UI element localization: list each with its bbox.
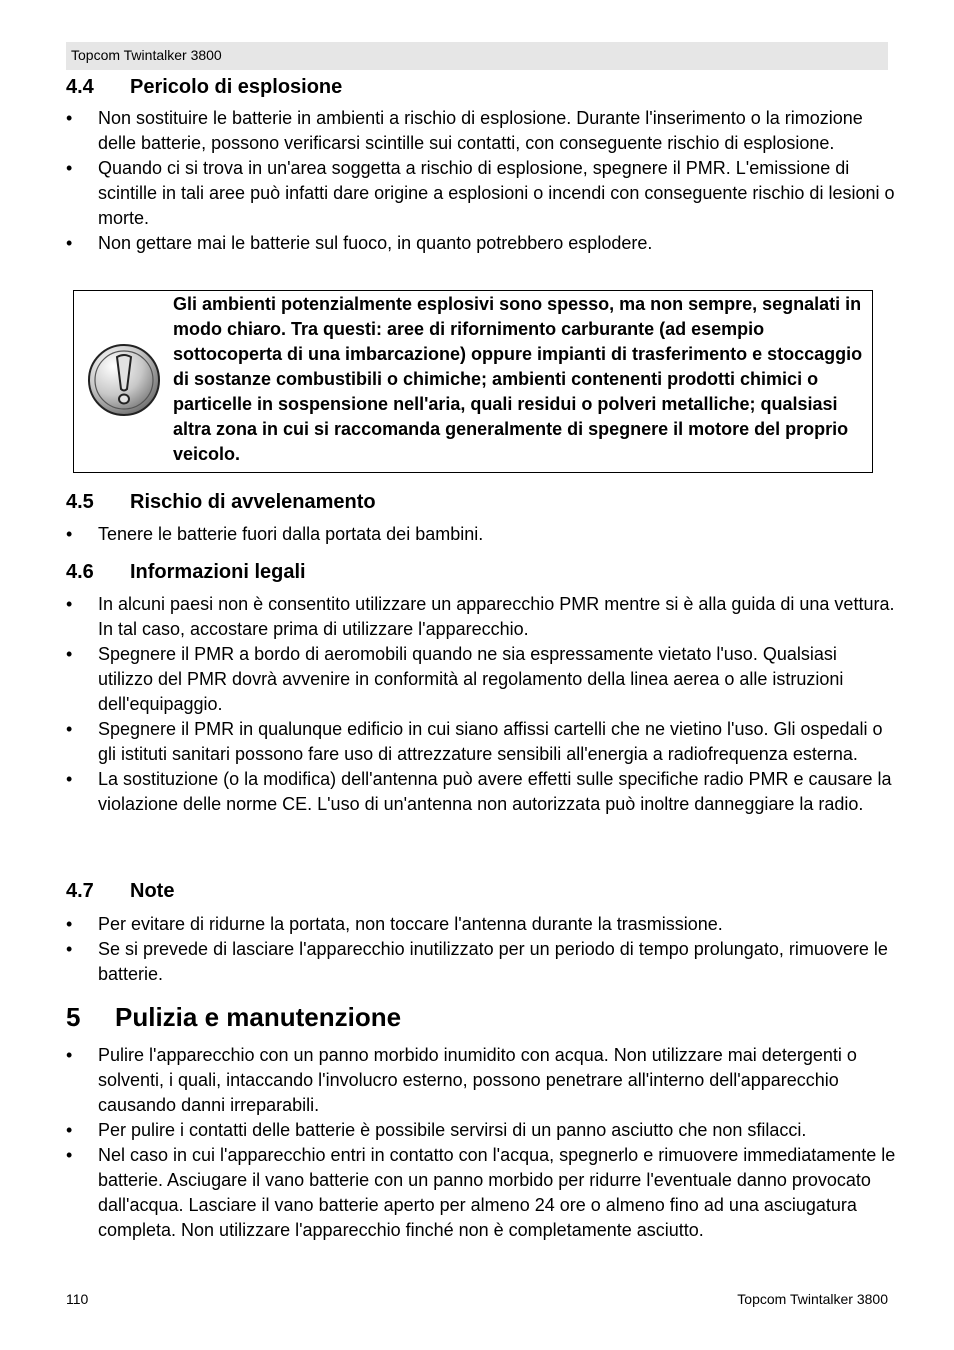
section-number: 4.6	[66, 561, 94, 583]
list-item: • Spegnere il PMR a bordo di aeromobili quando ne sia espressamente vietato l'uso. Qualsiasi utilizzo del PMR dovrà avvenire in conformità al regolamento della linea aerea o alle istruzioni dell'equipaggio.	[66, 644, 844, 714]
bullet-marker: •	[66, 233, 73, 253]
header-title: Topcom Twintalker 3800	[71, 47, 222, 63]
list-item: • Per pulire i contatti delle batterie è possibile servirsi di un panno asciutto che non sfilacci.	[66, 1118, 896, 1143]
section-title: Note	[130, 880, 175, 902]
section-title: Informazioni legali	[130, 561, 306, 583]
chapter-number: 5	[66, 1002, 81, 1032]
list-item: • Se si prevede di lasciare l'apparecchio inutilizzato per un periodo di tempo prolungato, rimuovere le batterie.	[66, 939, 888, 984]
bullet-marker: •	[66, 524, 73, 544]
bullet-marker: •	[66, 1120, 73, 1140]
bullet-marker: •	[66, 1145, 73, 1165]
list-item: • Non sostituire le batterie in ambienti a rischio di esplosione. Durante l'inserimento o la rimozione delle batterie, possono verificarsi scintille sui contatti, con conseguente rischio di esplosione.	[66, 108, 863, 153]
page-number: 110	[66, 1291, 89, 1307]
footer-title: Topcom Twintalker 3800	[737, 1291, 888, 1307]
bullet-marker: •	[66, 939, 73, 959]
bullet-marker: •	[66, 914, 73, 934]
bullet-list-4-7	[66, 912, 896, 987]
bullet-marker: •	[66, 594, 73, 614]
list-item: • Non gettare mai le batterie sul fuoco, in quanto potrebbero esplodere.	[66, 231, 896, 256]
bullet-marker: •	[66, 769, 73, 789]
bullet-list-4-4	[66, 106, 896, 256]
bullet-list-5	[66, 1043, 896, 1243]
section-heading-4-6	[66, 561, 306, 584]
section-heading-4-5	[66, 491, 376, 514]
list-item: • In alcuni paesi non è consentito utilizzare un apparecchio PMR mentre si è alla guida di una vettura. In tal caso, accostare prima di utilizzare l'apparecchio.	[66, 594, 895, 639]
section-number: 4.7	[66, 880, 94, 902]
warning-text: Gli ambienti potenzialmente esplosivi sono spesso, ma non sempre, segnalati in modo chiaro. Tra questi: aree di rifornimento carburante (ad esempio sottocoperta di una imbarcazione) oppure impianti di trasferimento e stoccaggio di sostanze combustibili o chimiche; ambienti contenenti prodotti chimici o particelle in sospensione nell'aria, quali residui o polveri metalliche; qualsiasi altra zona in cui si raccomanda generalmente di spegnere il motore del proprio veicolo.	[173, 294, 863, 464]
list-item: • Spegnere il PMR in qualunque edificio in cui siano affissi cartelli che ne vietino l'uso. Gli ospedali o gli istituti sanitari possono fare uso di attrezzature sensibili all'energia a radiofrequenza esterna.	[66, 719, 883, 764]
bullet-marker: •	[66, 644, 73, 664]
bullet-marker: •	[66, 158, 73, 178]
list-item: • Quando ci si trova in un'area soggetta a rischio di esplosione, spegnere il PMR. L'emissione di scintille in tali aree può infatti dare origine a esplosioni o incendi con conseguente rischio di lesioni o morte.	[66, 158, 895, 228]
bullet-marker: •	[66, 1045, 73, 1065]
section-heading-4-4	[66, 76, 342, 99]
list-item: • Nel caso in cui l'apparecchio entri in contatto con l'acqua, spegnerlo e rimuovere immediatamente le batterie. Asciugare il vano batterie con un panno morbido per ridurre l'eventuale danno provocato dall'acqua. Lasciare il vano batterie aperto per almeno 24 ore o almeno fino ad una asciugatura completa. Non utilizzare l'apparecchio finché non è completamente asciutto.	[66, 1145, 896, 1240]
exclamation-icon	[87, 343, 161, 417]
section-title: Rischio di avvelenamento	[130, 491, 376, 513]
list-item: • Pulire l'apparecchio con un panno morbido inumidito con acqua. Non utilizzare mai detergenti o solventi, i quali, intaccando l'involucro esterno, possono penetrare all'interno dell'apparecchio causando danni irreparabili.	[66, 1045, 857, 1115]
list-item: • La sostituzione (o la modifica) dell'antenna può avere effetti sulle specifiche radio PMR e causare la violazione delle norme CE. L'uso di un'antenna non autorizzata può inoltre danneggiare la radio.	[66, 769, 892, 814]
bullet-marker: •	[66, 719, 73, 739]
section-number: 4.4	[66, 76, 94, 98]
chapter-heading-5	[66, 1002, 401, 1033]
running-header	[66, 42, 888, 70]
list-item: • Per evitare di ridurne la portata, non toccare l'antenna durante la trasmissione.	[66, 912, 896, 937]
section-heading-4-7	[66, 880, 174, 903]
bullet-marker: •	[66, 108, 73, 128]
bullet-list-4-6	[66, 592, 896, 817]
bullet-list-4-5	[66, 522, 896, 547]
chapter-title: Pulizia e manutenzione	[115, 1002, 402, 1032]
section-number: 4.5	[66, 491, 94, 513]
list-item: • Tenere le batterie fuori dalla portata dei bambini.	[66, 522, 896, 547]
warning-box	[73, 290, 873, 473]
section-title: Pericolo di esplosione	[130, 76, 343, 98]
